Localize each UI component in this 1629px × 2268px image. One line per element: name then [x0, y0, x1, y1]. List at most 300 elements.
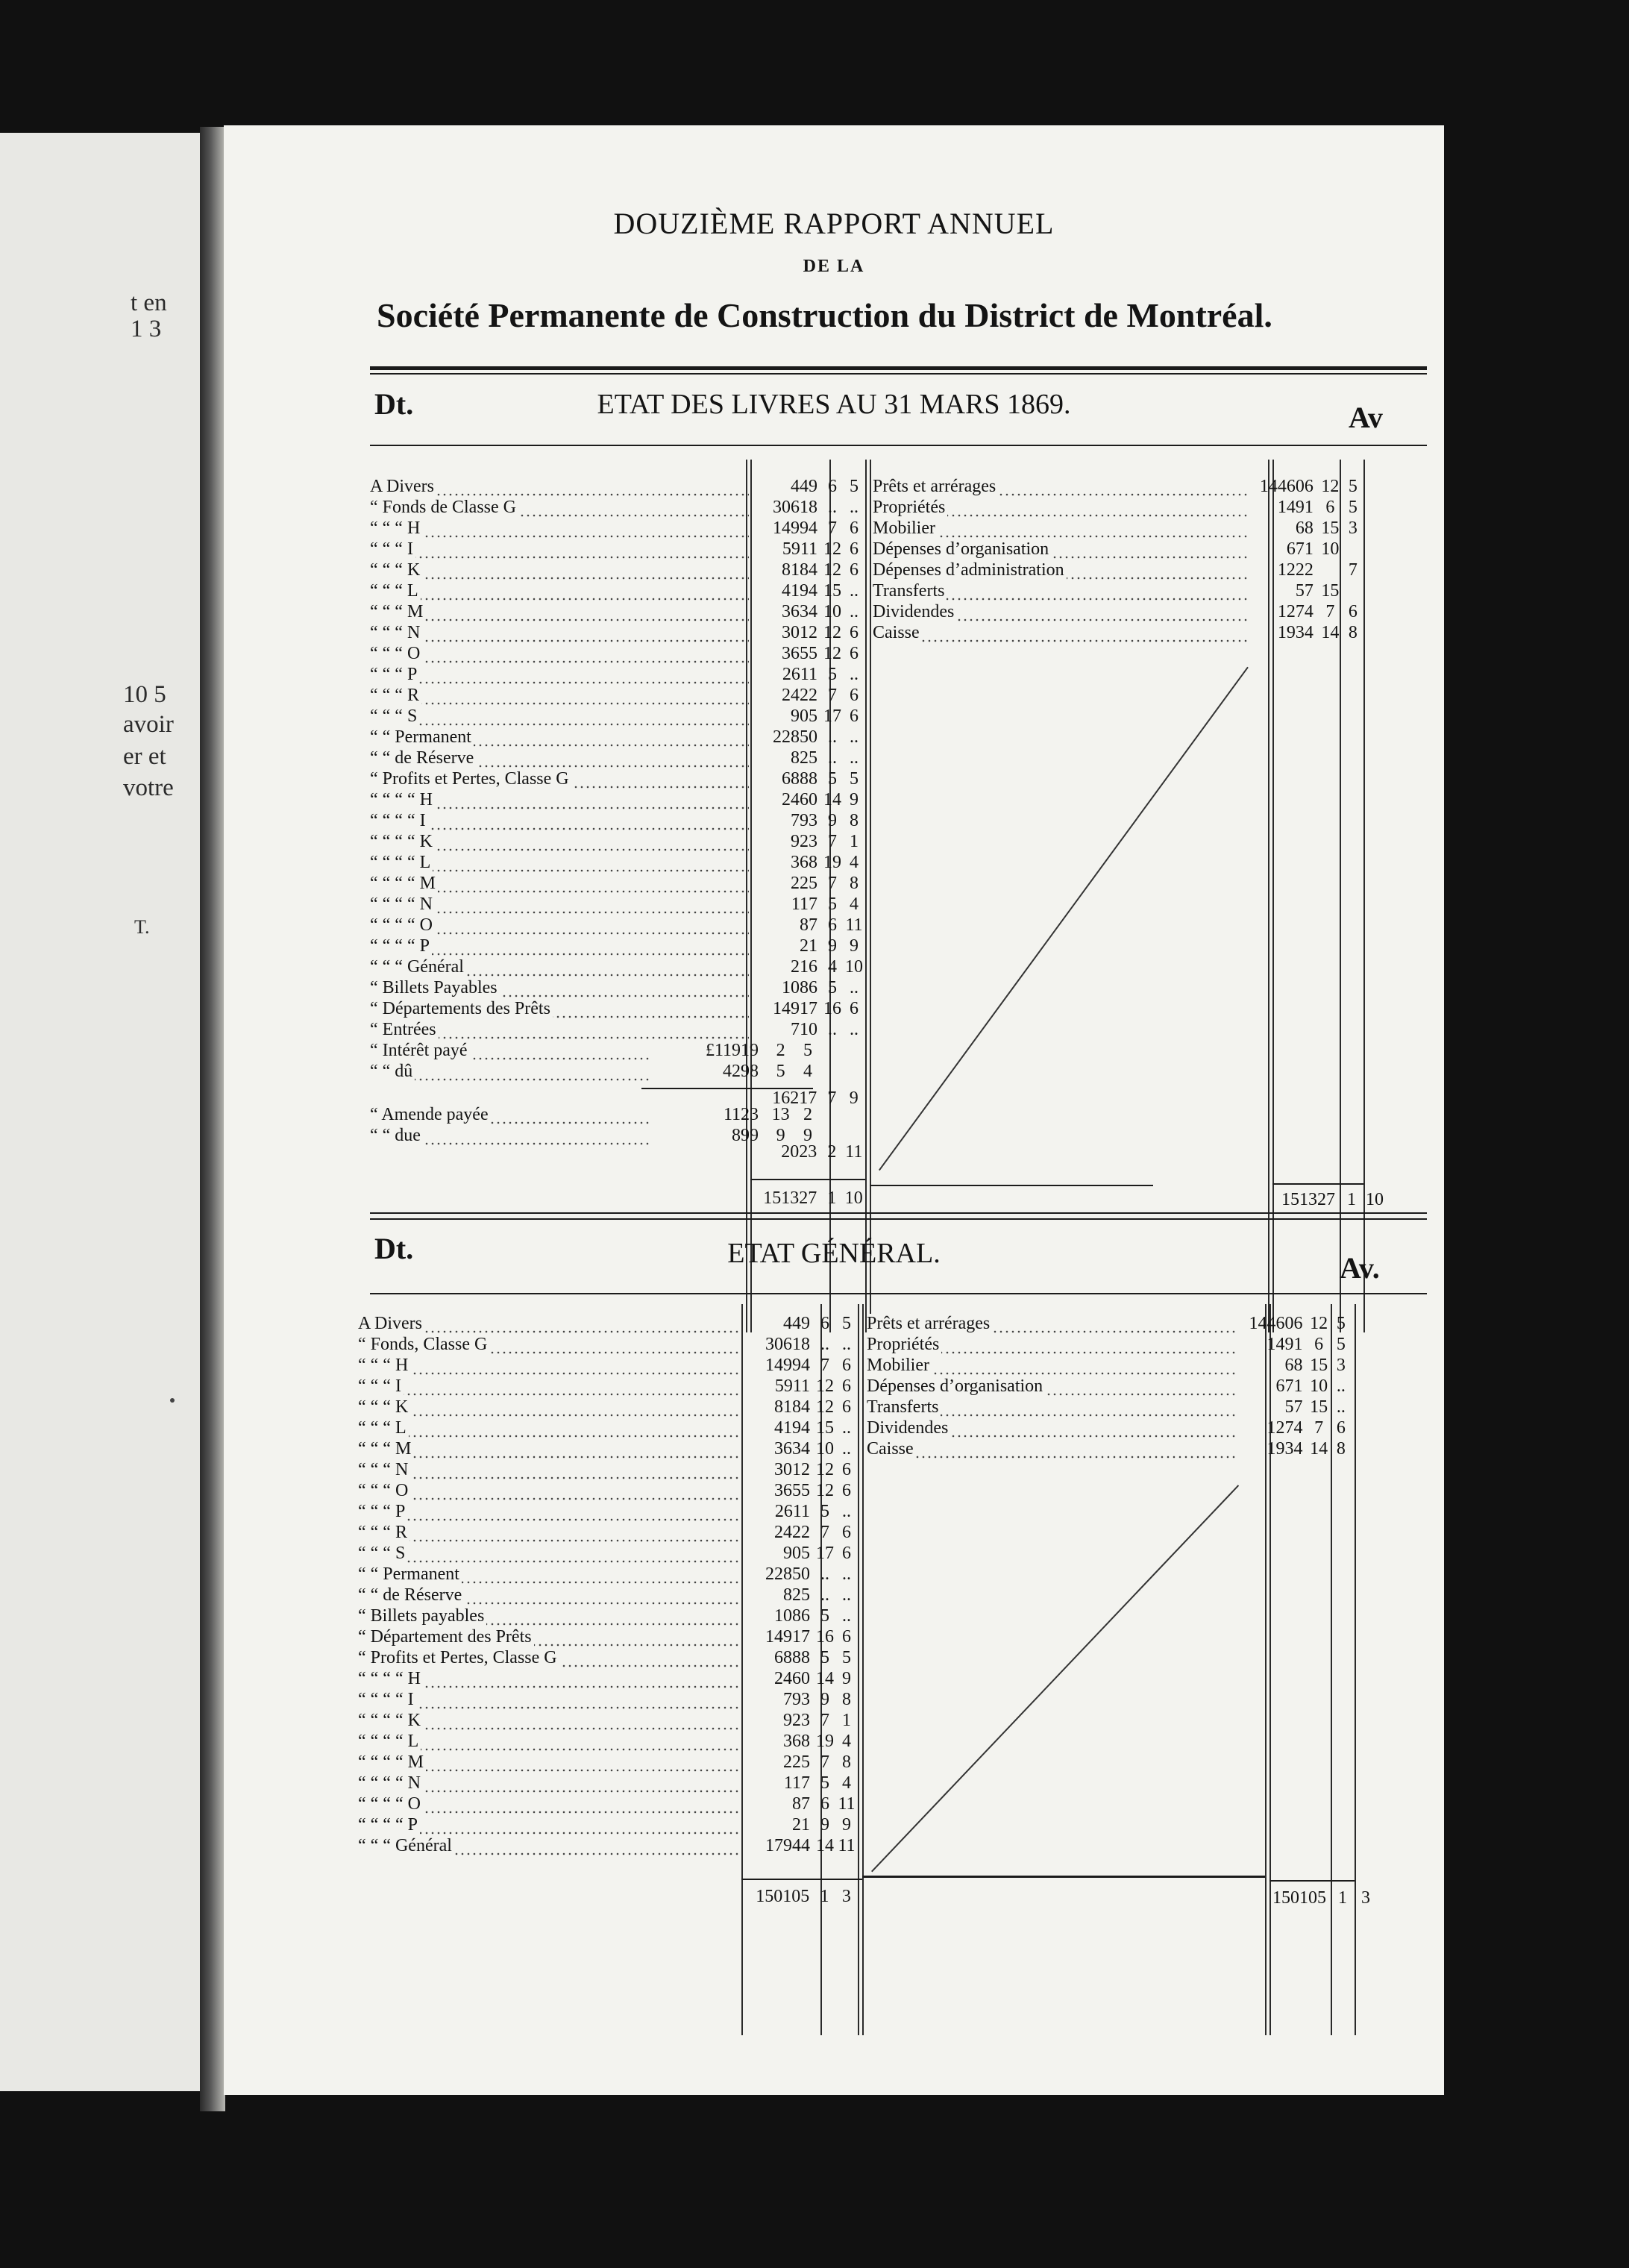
page-gutter-shadow: [200, 127, 225, 2111]
row-label: [370, 518, 749, 539]
row-amount: 2460: [774, 1669, 810, 1688]
label-text: “ “ “ “ K: [370, 832, 435, 851]
row-shillings: 12: [816, 1460, 834, 1479]
row-pence: 6: [850, 707, 859, 726]
row-shillings: 9: [820, 1690, 829, 1709]
label-text: “ “ “ “ I: [370, 811, 428, 830]
row-shillings: 12: [816, 1397, 834, 1417]
row-amount: 1222: [1277, 560, 1313, 580]
row-pence: 4: [850, 895, 859, 914]
row-amount: 3012: [774, 1460, 810, 1479]
ledger-row: [358, 1543, 858, 1564]
row-amount: 8184: [782, 560, 817, 580]
ledger-row: [873, 497, 1363, 518]
label-text: “ Amende payée: [370, 1105, 491, 1124]
total-rule: [1272, 1183, 1363, 1185]
row-shillings: 12: [816, 1376, 834, 1396]
row-label: [370, 1061, 650, 1082]
row-amount: 144606: [1249, 1314, 1303, 1333]
row-pence: ..: [842, 1418, 851, 1438]
row-shillings: ..: [828, 748, 837, 768]
row-shillings: 2: [827, 1142, 837, 1162]
row-label: [358, 1438, 741, 1459]
row-amount: 793: [783, 1690, 810, 1709]
label-text: “ “ “ “ N: [370, 895, 435, 914]
row-label: [370, 1019, 749, 1040]
ledger-row: [867, 1334, 1352, 1355]
row-pence: 6: [842, 1523, 851, 1542]
row-label: [370, 748, 749, 768]
row-amount: 14994: [773, 519, 817, 538]
row-amount: 68: [1284, 1356, 1303, 1375]
row-shillings: 15: [1321, 519, 1340, 538]
ledger-row: [358, 1438, 858, 1459]
row-pence: ..: [842, 1335, 851, 1354]
row-shillings: 12: [823, 539, 841, 559]
section-rule: [370, 1293, 1427, 1294]
row-pence: 6: [842, 1356, 851, 1375]
label-text: Mobilier: [873, 519, 938, 538]
ledger-row: [358, 1752, 858, 1773]
row-pence: 8: [842, 1690, 851, 1709]
row-pence: ..: [842, 1585, 851, 1605]
ledger-row: [370, 748, 865, 768]
row-amount: 4298: [723, 1062, 759, 1081]
row-pence: 11: [845, 1142, 863, 1162]
row-amount: 2422: [782, 686, 817, 705]
row-label: [358, 1606, 741, 1626]
label-text: “ “ “ Général: [370, 957, 466, 977]
row-shillings: ..: [828, 1020, 837, 1039]
row-shillings: 7: [828, 832, 837, 851]
row-shillings: 2: [776, 1041, 785, 1060]
row-pence: 2: [803, 1105, 813, 1124]
row-amount: 5911: [782, 539, 817, 559]
row-label: [358, 1376, 741, 1397]
label-text: “ “ “ L: [358, 1418, 409, 1438]
row-pence: [1343, 580, 1363, 601]
label-text: “ “ “ “ K: [358, 1711, 423, 1730]
total-amount: 151327: [763, 1188, 817, 1208]
row-shillings: 5: [828, 665, 837, 684]
row-shillings: 6: [820, 1794, 829, 1814]
ledger-row: [358, 1522, 858, 1543]
ledger-row: [370, 1019, 865, 1040]
row-label: [358, 1543, 741, 1564]
row-label: [873, 497, 1248, 518]
ledger-row: [873, 539, 1363, 560]
row-pence: 5: [842, 1648, 851, 1667]
row-amount: 905: [791, 707, 817, 726]
row-pence: 6: [850, 539, 859, 559]
row-label: [867, 1376, 1238, 1397]
row-label: [370, 539, 749, 560]
ledger-row: [358, 1835, 858, 1856]
interest-paid-row: [370, 1040, 817, 1061]
cancel-diagonal-line: [879, 667, 1249, 1171]
row-pence: 3: [1348, 519, 1358, 538]
row-amount: 1123: [723, 1105, 759, 1124]
row-pence: 5: [842, 1314, 851, 1333]
ledger-row: [358, 1355, 858, 1376]
label-text: Prêts et arrérages: [873, 477, 998, 496]
ledger-row: [370, 664, 865, 685]
label-text: “ “ “ P: [358, 1502, 407, 1521]
section-title: ETAT DES LIVRES AU 31 MARS 1869.: [597, 389, 1071, 420]
row-amount: 923: [783, 1711, 810, 1730]
row-pence: 4: [842, 1773, 851, 1793]
row-shillings: ..: [820, 1335, 829, 1354]
fines-paid-row: [370, 1104, 817, 1125]
ledger-row: [873, 560, 1363, 580]
row-pence: 6: [850, 999, 859, 1018]
row-shillings: 6: [828, 915, 837, 935]
row-pence: 3: [1336, 1356, 1346, 1375]
row-pence: 8: [850, 811, 859, 830]
row-pence: 1: [850, 832, 859, 851]
row-pence: 8: [1336, 1439, 1346, 1459]
row-pence: 9: [803, 1126, 813, 1145]
credit-table: [867, 1313, 1352, 1459]
left-page-fragment: [0, 133, 200, 2091]
label-text: “ “ “ I: [370, 539, 415, 559]
row-pence: 9: [842, 1815, 851, 1835]
label-text: “ “ “ S: [370, 707, 419, 726]
row-amount: 2611: [782, 665, 817, 684]
ledger-row: [873, 622, 1363, 643]
row-amount: 17944: [765, 1836, 810, 1855]
ledger-row: [370, 518, 865, 539]
ledger-row: [358, 1459, 858, 1480]
column-rule: [870, 460, 871, 1332]
total-amount: 150105: [1272, 1888, 1326, 1908]
credit-heading: Av: [1349, 401, 1383, 434]
header-rule: [370, 366, 1427, 370]
label-text: Dividendes: [873, 602, 956, 621]
ledger-row: [370, 601, 865, 622]
row-pence: 8: [1348, 623, 1358, 642]
ledger-row: [358, 1501, 858, 1522]
credit-total: [1253, 1888, 1377, 1908]
column-rule: [858, 1304, 859, 2035]
left-text-fragment: avoir: [123, 711, 174, 738]
row-pence: ..: [842, 1564, 851, 1584]
header-rule-thin: [370, 373, 1427, 375]
row-amount: 14917: [765, 1627, 810, 1647]
row-amount: 225: [783, 1752, 810, 1772]
ledger-row: [370, 580, 865, 601]
row-pence: 5: [1348, 498, 1358, 517]
row-label: [370, 580, 749, 601]
total-pence: 10: [844, 1188, 863, 1208]
label-text: “ “ “ “ O: [358, 1794, 423, 1814]
row-amount: 14994: [765, 1356, 810, 1375]
label-text: “ “ “ M: [370, 602, 425, 621]
row-pence: 6: [842, 1460, 851, 1479]
row-shillings: 19: [816, 1732, 834, 1751]
row-pence: 10: [845, 957, 863, 977]
row-label: [867, 1313, 1238, 1334]
row-amount: 2460: [782, 790, 817, 809]
row-label: [358, 1731, 741, 1752]
row-shillings: 12: [1321, 477, 1340, 496]
label-text: “ Département des Prêts: [358, 1627, 534, 1647]
row-amount: 905: [783, 1544, 810, 1563]
row-pence: ..: [1336, 1376, 1346, 1396]
label-text: Dépenses d’administration: [873, 560, 1067, 580]
row-amount: 3655: [782, 644, 817, 663]
total-pence: 10: [1366, 1190, 1384, 1209]
row-label: [873, 601, 1248, 622]
row-pence: ..: [850, 665, 859, 684]
row-pence: 6: [842, 1376, 851, 1396]
row-label: [358, 1585, 741, 1606]
row-shillings: 10: [816, 1439, 834, 1459]
society-name: Société Permanente de Construction du District de Montréal.: [377, 296, 1272, 334]
row-amount: 22850: [773, 727, 817, 747]
row-amount: 449: [791, 477, 817, 496]
row-label: [358, 1773, 741, 1794]
ledger-row: [370, 476, 865, 497]
total-shillings: 1: [1338, 1888, 1347, 1908]
ledger-row: [370, 810, 865, 831]
fines-total: [747, 1141, 865, 1162]
label-text: “ “ “ O: [370, 644, 422, 663]
row-label: [370, 476, 749, 497]
row-label: [370, 601, 749, 622]
ledger-row: [370, 789, 865, 810]
row-pence: 11: [838, 1794, 856, 1814]
section-rule: [370, 445, 1427, 446]
row-shillings: 14: [816, 1836, 834, 1855]
row-label: [370, 915, 749, 936]
row-amount: 3655: [774, 1481, 810, 1500]
row-label: [867, 1438, 1238, 1459]
label-text: Transferts: [867, 1397, 941, 1417]
row-shillings: 10: [1310, 1376, 1328, 1396]
row-label: [873, 560, 1248, 580]
row-label: [358, 1397, 741, 1418]
row-label: [873, 476, 1248, 497]
row-label: [358, 1710, 741, 1731]
row-shillings: 6: [1314, 1335, 1324, 1354]
ledger-row: [370, 768, 865, 789]
label-text: “ “ de Réserve: [370, 748, 476, 768]
left-text-fragment: 1 3: [131, 316, 162, 342]
section-end-rule: [370, 1212, 1427, 1214]
row-shillings: 15: [1310, 1356, 1328, 1375]
row-amount: 449: [783, 1314, 810, 1333]
ledger-row: [358, 1418, 858, 1438]
label-text: “ “ “ I: [358, 1376, 404, 1396]
row-label: [370, 664, 749, 685]
row-amount: 30618: [773, 498, 817, 517]
row-shillings: ..: [820, 1564, 829, 1584]
row-amount: 21: [792, 1815, 810, 1835]
ledger-row: [370, 831, 865, 852]
debit-heading: Dt.: [374, 387, 414, 421]
row-label: [358, 1334, 741, 1355]
row-label: [867, 1355, 1238, 1376]
row-label: [873, 539, 1248, 560]
row-shillings: [1318, 560, 1343, 580]
ledger-row: [370, 998, 865, 1019]
row-amount: 1491: [1267, 1335, 1303, 1354]
ledger-row: [370, 915, 865, 936]
row-label: [358, 1626, 741, 1647]
ledger-row: [370, 622, 865, 643]
left-text-fragment: t en: [131, 289, 167, 316]
ledger-row: [370, 685, 865, 706]
label-text: “ Billets Payables: [370, 978, 500, 997]
row-amount: 825: [791, 748, 817, 768]
row-pence: 5: [1348, 477, 1358, 496]
row-pence: 6: [850, 644, 859, 663]
row-pence: 4: [803, 1062, 813, 1081]
row-shillings: 7: [828, 874, 837, 893]
row-amount: 87: [800, 915, 817, 935]
row-label: [370, 1104, 650, 1125]
row-shillings: 15: [816, 1418, 834, 1438]
row-amount: 3634: [774, 1439, 810, 1459]
row-shillings: 15: [1321, 581, 1340, 601]
row-amount: 3634: [782, 602, 817, 621]
interest-due-row: [370, 1061, 817, 1082]
row-shillings: 7: [820, 1711, 829, 1730]
row-amount: 22850: [765, 1564, 810, 1584]
column-rule: [865, 460, 867, 1332]
label-text: “ “ “ R: [358, 1523, 409, 1542]
row-shillings: 17: [823, 707, 841, 726]
label-text: “ Départements des Prêts: [370, 999, 553, 1018]
row-label: [358, 1814, 741, 1835]
ledger-row: [873, 518, 1363, 539]
label-text: Propriétés: [867, 1335, 941, 1354]
row-label: [370, 789, 749, 810]
ledger-row: [358, 1647, 858, 1668]
ledger-row: [358, 1313, 858, 1334]
total-amount: 151327: [1281, 1190, 1335, 1209]
row-label: [370, 810, 749, 831]
row-pence: ..: [850, 1020, 859, 1039]
label-text: “ “ “ O: [358, 1481, 410, 1500]
row-shillings: 9: [828, 811, 837, 830]
row-pence: 11: [838, 1836, 856, 1855]
row-pence: [1343, 539, 1363, 560]
row-shillings: 10: [1321, 539, 1340, 559]
ledger-row: [867, 1438, 1352, 1459]
label-text: “ Fonds, Classe G: [358, 1335, 489, 1354]
ledger-row: [358, 1480, 858, 1501]
row-pence: ..: [850, 498, 859, 517]
row-amount: 225: [791, 874, 817, 893]
row-shillings: 5: [776, 1062, 785, 1081]
column-rule: [1355, 1304, 1356, 2035]
label-text: “ “ “ “ N: [358, 1773, 423, 1793]
label-text: “ “ Permanent: [370, 727, 474, 747]
debit-total: [747, 1188, 865, 1209]
row-pence: 7: [1348, 560, 1358, 580]
ledger-row: [370, 706, 865, 727]
row-pence: 6: [842, 1397, 851, 1417]
ledger-row: [358, 1564, 858, 1585]
ledger-row: [358, 1334, 858, 1355]
row-label: [358, 1835, 741, 1856]
row-label: [358, 1355, 741, 1376]
row-shillings: 7: [820, 1356, 829, 1375]
row-label: [370, 998, 749, 1019]
paper-speck: [170, 1398, 175, 1403]
ledger-row: [370, 894, 865, 915]
interest-block: [370, 1040, 817, 1082]
row-shillings: 19: [823, 853, 841, 872]
total-amount: 150105: [756, 1887, 810, 1906]
label-text: Mobilier: [867, 1356, 932, 1375]
label-text: Propriétés: [873, 498, 947, 517]
row-label: [370, 873, 749, 894]
ledger-row: [358, 1814, 858, 1835]
ledger-row: [867, 1355, 1352, 1376]
label-text: “ Entrées: [370, 1020, 439, 1039]
row-amount: 793: [791, 811, 817, 830]
row-amount: 899: [732, 1126, 759, 1145]
total-shillings: 1: [827, 1188, 837, 1208]
label-text: Dépenses d’organisation: [873, 539, 1051, 559]
row-shillings: 12: [816, 1481, 834, 1500]
label-text: “ “ “ M: [358, 1439, 413, 1459]
row-shillings: 16: [816, 1627, 834, 1647]
row-label: [358, 1668, 741, 1689]
row-shillings: 7: [1314, 1418, 1324, 1438]
row-pence: 6: [850, 519, 859, 538]
ledger-row: [370, 560, 865, 580]
row-label: [873, 518, 1248, 539]
ledger-row: [370, 497, 865, 518]
row-amount: 21: [800, 936, 817, 956]
row-amount: 4194: [774, 1418, 810, 1438]
row-label: [873, 580, 1248, 601]
ledger-row: [358, 1689, 858, 1710]
row-amount: 16217: [772, 1088, 817, 1108]
ledger-row: [867, 1313, 1352, 1334]
row-label: [370, 768, 749, 789]
row-shillings: 12: [823, 644, 841, 663]
label-text: “ Fonds de Classe G: [370, 498, 518, 517]
row-amount: 2611: [774, 1502, 810, 1521]
row-pence: 4: [850, 853, 859, 872]
row-pence: 5: [1336, 1335, 1346, 1354]
row-pence: 4: [842, 1732, 851, 1751]
row-amount: 57: [1284, 1397, 1303, 1417]
ledger-row: [358, 1626, 858, 1647]
row-label: [358, 1418, 741, 1438]
row-pence: 11: [845, 915, 863, 935]
row-label: [358, 1647, 741, 1668]
row-label: [370, 685, 749, 706]
label-text: “ “ “ “ M: [358, 1752, 426, 1772]
row-label: [370, 936, 749, 956]
row-shillings: ..: [828, 498, 837, 517]
label-text: “ “ Permanent: [358, 1564, 462, 1584]
label-text: “ “ “ “ L: [358, 1732, 421, 1751]
row-shillings: 9: [776, 1126, 785, 1145]
debit-total: [735, 1886, 858, 1907]
ledger-row: [358, 1794, 858, 1814]
row-label: [370, 831, 749, 852]
label-text: “ Intérêt payé: [370, 1041, 470, 1060]
row-shillings: 5: [820, 1648, 829, 1667]
row-shillings: 14: [1310, 1439, 1328, 1459]
